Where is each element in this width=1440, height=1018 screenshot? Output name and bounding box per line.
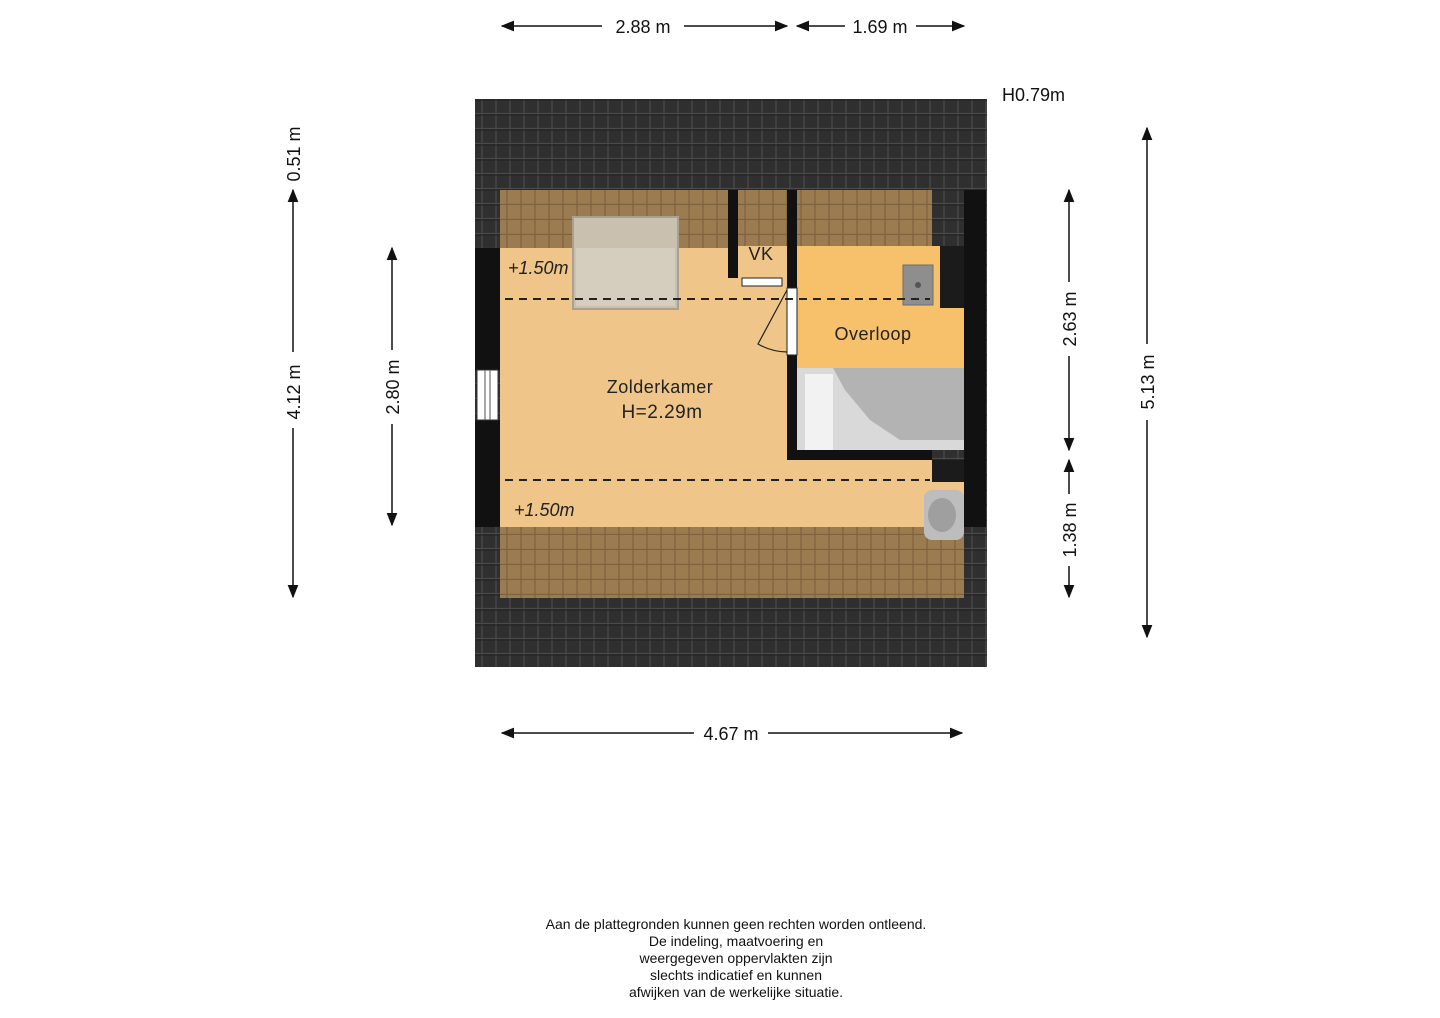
wall-right-upper (940, 246, 964, 308)
disclaimer (436, 916, 1036, 1001)
zolderkamer-name: Zolderkamer (606, 377, 714, 397)
dim-right-total: 5.13 m (1138, 354, 1158, 410)
disclaimer-line: De indeling, maatvoering en (648, 933, 824, 949)
wall-stair-left (787, 355, 797, 460)
dim-bottom: 4.67 m (703, 724, 759, 744)
dim-top-left: 2.88 m (615, 17, 671, 37)
bed-inner (576, 248, 675, 306)
dim-left-top: 0.51 m (284, 126, 304, 182)
appliance-dot (915, 282, 921, 288)
vk-name: VK (748, 244, 774, 264)
disclaimer-line: Aan de plattegronden kunnen geen rechten worden ontleend. (545, 916, 927, 932)
height-label: H0.79m (1002, 85, 1066, 105)
overloop-floor (797, 246, 964, 368)
wall-left-upper (475, 248, 500, 370)
wall-right-outer (964, 190, 986, 527)
zolderkamer-height: H=2.29m (621, 402, 703, 423)
wall-right-mid (932, 460, 964, 482)
overloop-name: Overloop (834, 324, 912, 344)
vk-door (742, 278, 782, 286)
dim-right-lower: 1.38 m (1060, 502, 1080, 558)
eave-top (500, 190, 932, 248)
wall-vk-right (787, 190, 797, 288)
eave-bottom (500, 527, 964, 598)
stair-rail (805, 374, 833, 450)
disclaimer-line: weergegeven oppervlakten zijn (639, 950, 833, 966)
dim-top-right: 1.69 m (852, 17, 908, 37)
slope-height-lower: +1.50m (514, 500, 575, 520)
slope-height-upper: +1.50m (508, 258, 569, 278)
wall-left-lower (475, 420, 500, 527)
sink-basin (928, 498, 956, 532)
wall-vk-left (728, 190, 738, 278)
dim-left-inner: 2.80 m (383, 359, 403, 415)
dim-left-main: 4.12 m (284, 364, 304, 420)
disclaimer-line: slechts indicatief en kunnen (650, 967, 822, 983)
window-left (477, 370, 498, 420)
dim-right-upper: 2.63 m (1060, 291, 1080, 347)
disclaimer-line: afwijken van de werkelijke situatie. (629, 984, 843, 1000)
wall-stair-bottom (787, 450, 932, 460)
